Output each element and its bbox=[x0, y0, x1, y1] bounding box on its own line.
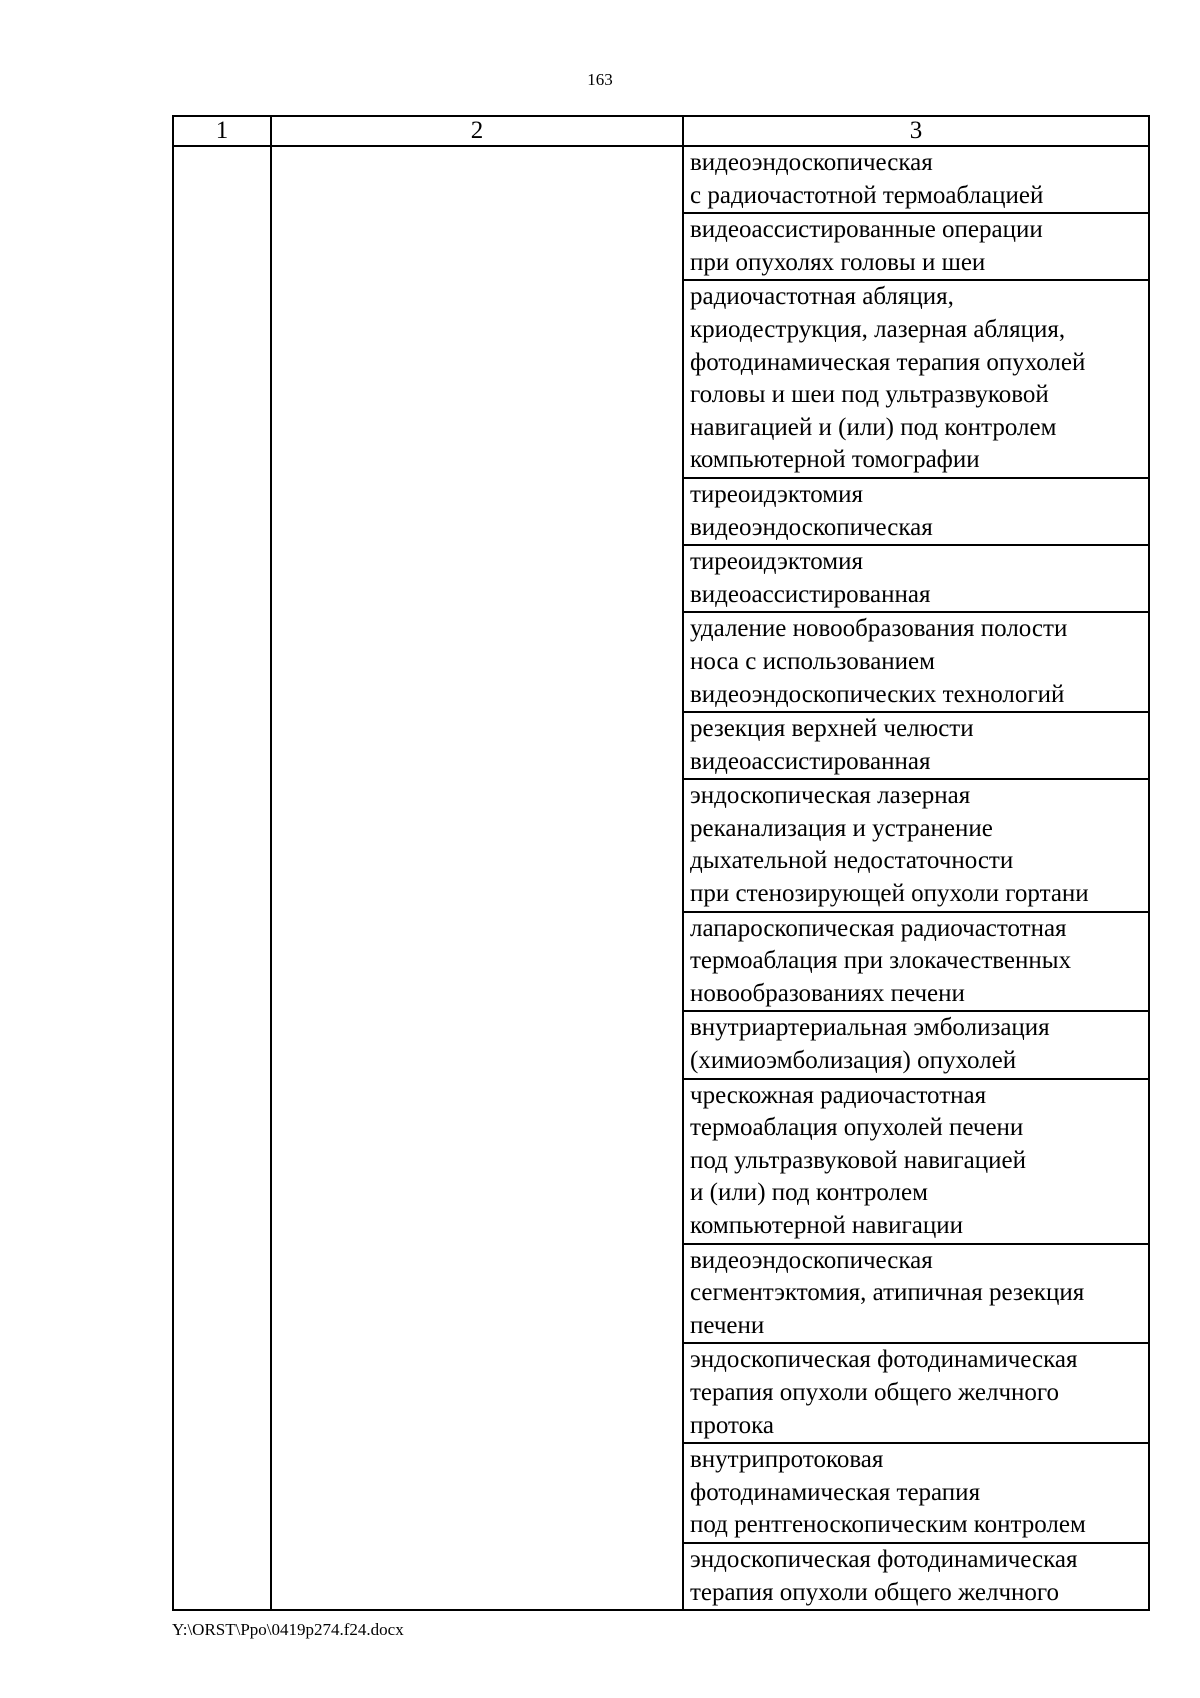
procedure-cell bbox=[683, 779, 1149, 911]
procedure-cell bbox=[683, 545, 1149, 612]
procedure-cell bbox=[683, 280, 1149, 478]
column-2-empty-cell bbox=[271, 146, 683, 1610]
procedure-cell bbox=[683, 712, 1149, 779]
procedures-table bbox=[172, 115, 1150, 1611]
procedure-cell bbox=[683, 1443, 1149, 1543]
procedure-text: видеоэндоскопическая сегментэктомия, атипичная резекция печени bbox=[690, 1246, 1085, 1339]
procedure-cell bbox=[683, 1244, 1149, 1344]
header-col-1: 1 bbox=[173, 116, 271, 146]
procedure-cell bbox=[683, 1079, 1149, 1244]
header-col-2: 2 bbox=[271, 116, 683, 146]
table-header-row bbox=[173, 116, 1149, 146]
procedure-text: чрескожная радиочастотная термоаблация опухолей печени под ультразвуковой навигацией и (или) под контролем компьютерной навигации bbox=[690, 1081, 1026, 1239]
procedure-text: эндоскопическая фотодинамическая терапия опухоли общего желчного bbox=[690, 1545, 1078, 1606]
procedure-text: резекция верхней челюсти видеоассистированная bbox=[690, 715, 974, 775]
procedure-text: внутриартериальная эмболизация (химиоэмболизация) опухолей bbox=[690, 1014, 1050, 1075]
procedure-cell bbox=[683, 213, 1149, 280]
procedure-cell bbox=[683, 1543, 1149, 1610]
header-col-3: 3 bbox=[683, 116, 1149, 146]
procedure-text: видеоассистированные операции при опухолях головы и шеи bbox=[690, 216, 1043, 276]
procedure-text: видеоэндоскопическая с радиочастотной термоаблацией bbox=[690, 149, 1044, 209]
page-number: 163 bbox=[587, 70, 613, 89]
procedure-text: эндоскопическая лазерная реканализация и устранение дыхательной недостаточности при стенозирующей опухоли гортани bbox=[690, 782, 1089, 908]
column-1-empty-cell bbox=[173, 146, 271, 1610]
procedure-cell bbox=[683, 1011, 1149, 1078]
table-body bbox=[173, 146, 1149, 1610]
procedure-cell bbox=[683, 912, 1149, 1012]
procedure-text: лапароскопическая радиочастотная термоаблация при злокачественных новообразованиях печени bbox=[690, 914, 1072, 1007]
procedure-text: удаление новообразования полости носа с использованием видеоэндоскопических технологий bbox=[690, 615, 1068, 708]
procedure-cell bbox=[683, 478, 1149, 545]
procedure-text: тиреоидэктомия видеоэндоскопическая bbox=[690, 480, 933, 541]
procedure-cell bbox=[683, 146, 1149, 213]
footer-file-path: Y:\ORST\Ppo\0419p274.f24.docx bbox=[172, 1620, 404, 1639]
procedure-text: внутрипротоковая фотодинамическая терапия под рентгеноскопическим контролем bbox=[690, 1446, 1086, 1539]
procedure-text: радиочастотная абляция, криодеструкция, лазерная абляция, фотодинамическая терапия опухолей головы и шеи под ультразвуковой навигацией и (или) под контролем компьютерной томографии bbox=[690, 283, 1086, 474]
procedure-text: эндоскопическая фотодинамическая терапия опухоли общего желчного протока bbox=[690, 1346, 1078, 1439]
procedure-text: тиреоидэктомия видеоассистированная bbox=[690, 548, 931, 608]
procedure-cell bbox=[683, 612, 1149, 712]
table-row bbox=[173, 146, 1149, 213]
procedure-cell bbox=[683, 1343, 1149, 1443]
